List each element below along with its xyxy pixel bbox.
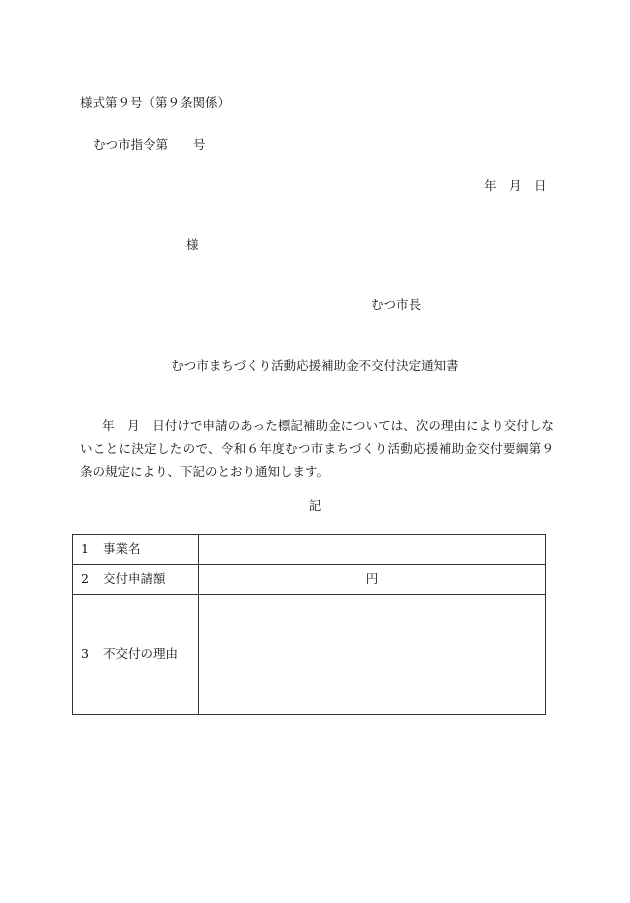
details-table xyxy=(72,534,546,715)
form-number: 様式第９号（第９条関係） xyxy=(80,95,231,110)
application-amount-value: 円 xyxy=(199,565,546,595)
row-label-cell xyxy=(73,595,199,715)
table-row xyxy=(73,565,546,595)
issuer: むつ市長 xyxy=(371,297,422,312)
table-row xyxy=(73,595,546,715)
reason-value xyxy=(199,595,546,715)
project-name-value xyxy=(199,535,546,565)
body-text: 年 月 日付けで申請のあった標記補助金については、次の理由により交付しないことに決定したので、令和６年度むつ市まちづくり活動応援補助金交付要綱第９条の規定により、下記のとおり通知します。 xyxy=(80,418,554,479)
date-line: 年 月 日 xyxy=(484,178,547,193)
table-row xyxy=(73,535,546,565)
row-number: 2 xyxy=(81,571,89,587)
row-number: 1 xyxy=(81,541,89,557)
row-label: 事業名 xyxy=(103,541,141,557)
row-label-cell xyxy=(73,565,199,595)
addressee: 様 xyxy=(186,237,199,252)
document-title: むつ市まちづくり活動応援補助金不交付決定通知書 xyxy=(171,358,459,373)
row-number: 3 xyxy=(81,646,89,662)
row-label: 交付申請額 xyxy=(103,571,166,587)
document-number: むつ市指令第 号 xyxy=(93,137,206,152)
ki-heading: 記 xyxy=(308,498,322,513)
row-label-cell xyxy=(73,535,199,565)
row-label: 不交付の理由 xyxy=(103,646,179,662)
